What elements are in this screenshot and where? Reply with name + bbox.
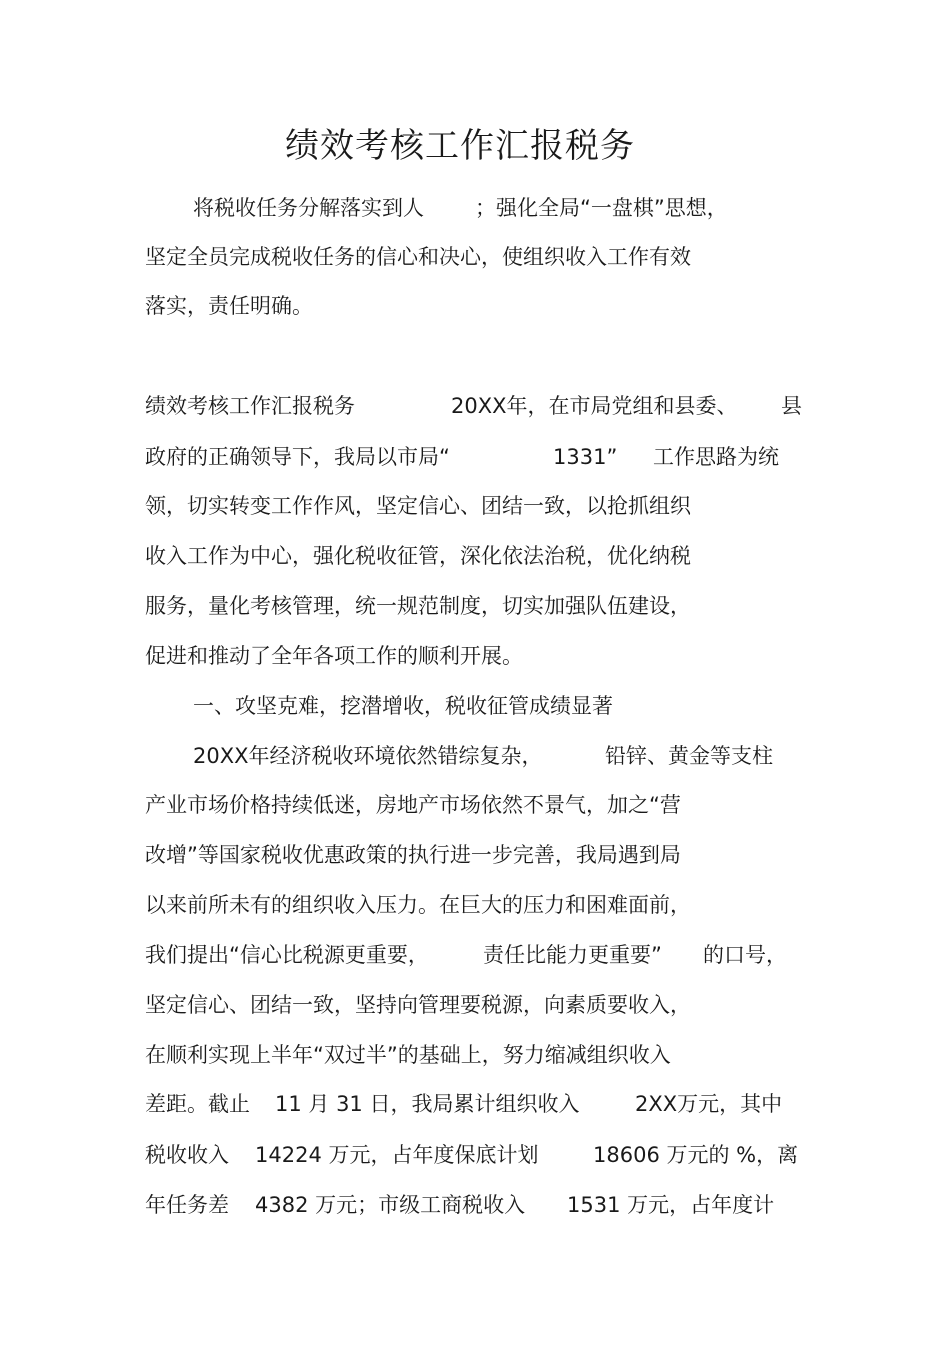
text-segment: 我们提出“信心比税源更重要， bbox=[145, 943, 429, 967]
text-segment: 产业市场价格持续低迷，房地产市场依然不景气，加之“营 bbox=[145, 793, 681, 817]
text-segment: 11 月 31 日，我局累计组织收入 bbox=[275, 1092, 580, 1116]
text-segment: 以来前所未有的组织收入压力。在巨大的压力和困难面前， bbox=[145, 893, 691, 917]
text-segment: 铅锌、黄金等支柱 bbox=[605, 744, 773, 768]
text-segment: 政府的正确领导下，我局以市局“ bbox=[145, 445, 450, 469]
text-segment: 的口号， bbox=[703, 943, 787, 967]
text-segment: 年任务差 bbox=[145, 1193, 229, 1217]
text-segment: 改增”等国家税收优惠政策的执行进一步完善，我局遇到局 bbox=[145, 843, 681, 867]
text-segment: 领，切实转变工作作风，坚定信心、团结一致，以抢抓组织 bbox=[145, 494, 691, 518]
text-segment: 一、攻坚克难，挖潜增收，税收征管成绩显著 bbox=[193, 694, 613, 718]
text-segment: 促进和推动了全年各项工作的顺利开展。 bbox=[145, 644, 523, 668]
text-segment: 2XX万元，其中 bbox=[635, 1092, 783, 1116]
text-segment: 1331” bbox=[553, 445, 618, 469]
text-segment: 将税收任务分解落实到人 bbox=[193, 196, 424, 220]
text-segment: 服务，量化考核管理，统一规范制度，切实加强队伍建设， bbox=[145, 594, 691, 618]
text-segment: 坚定全员完成税收任务的信心和决心，使组织收入工作有效 bbox=[145, 245, 691, 269]
text-segment: 18606 万元的 %，离 bbox=[593, 1143, 799, 1167]
text-segment: 坚定信心、团结一致，坚持向管理要税源，向素质要收入， bbox=[145, 993, 691, 1017]
text-segment: 4382 万元；市级工商税收入 bbox=[255, 1193, 526, 1217]
text-segment: ；强化全局“一盘棋”思想， bbox=[475, 196, 728, 220]
text-segment: 1531 万元，占年度计 bbox=[567, 1193, 775, 1217]
text-segment: 税收收入 bbox=[145, 1143, 229, 1167]
text-segment: 收入工作为中心，强化税收征管，深化依法治税，优化纳税 bbox=[145, 544, 691, 568]
text-segment: 绩效考核工作汇报税务 bbox=[145, 394, 355, 418]
text-segment: 20XX年，在市局党组和县委、 bbox=[451, 394, 738, 418]
text-segment: 县 bbox=[781, 394, 802, 418]
text-segment: 在顺利实现上半年“双过半”的基础上，努力缩减组织收入 bbox=[145, 1043, 671, 1067]
text-segment: 落实，责任明确。 bbox=[145, 294, 313, 318]
text-segment: 14224 万元，占年度保底计划 bbox=[255, 1143, 539, 1167]
text-segment: 20XX年经济税收环境依然错综复杂， bbox=[193, 744, 543, 768]
document-title: 绩效考核工作汇报税务 bbox=[285, 126, 635, 166]
text-segment: 差距。截止 bbox=[145, 1092, 250, 1116]
text-segment: 责任比能力更重要” bbox=[483, 943, 662, 967]
text-segment: 工作思路为统 bbox=[653, 445, 779, 469]
